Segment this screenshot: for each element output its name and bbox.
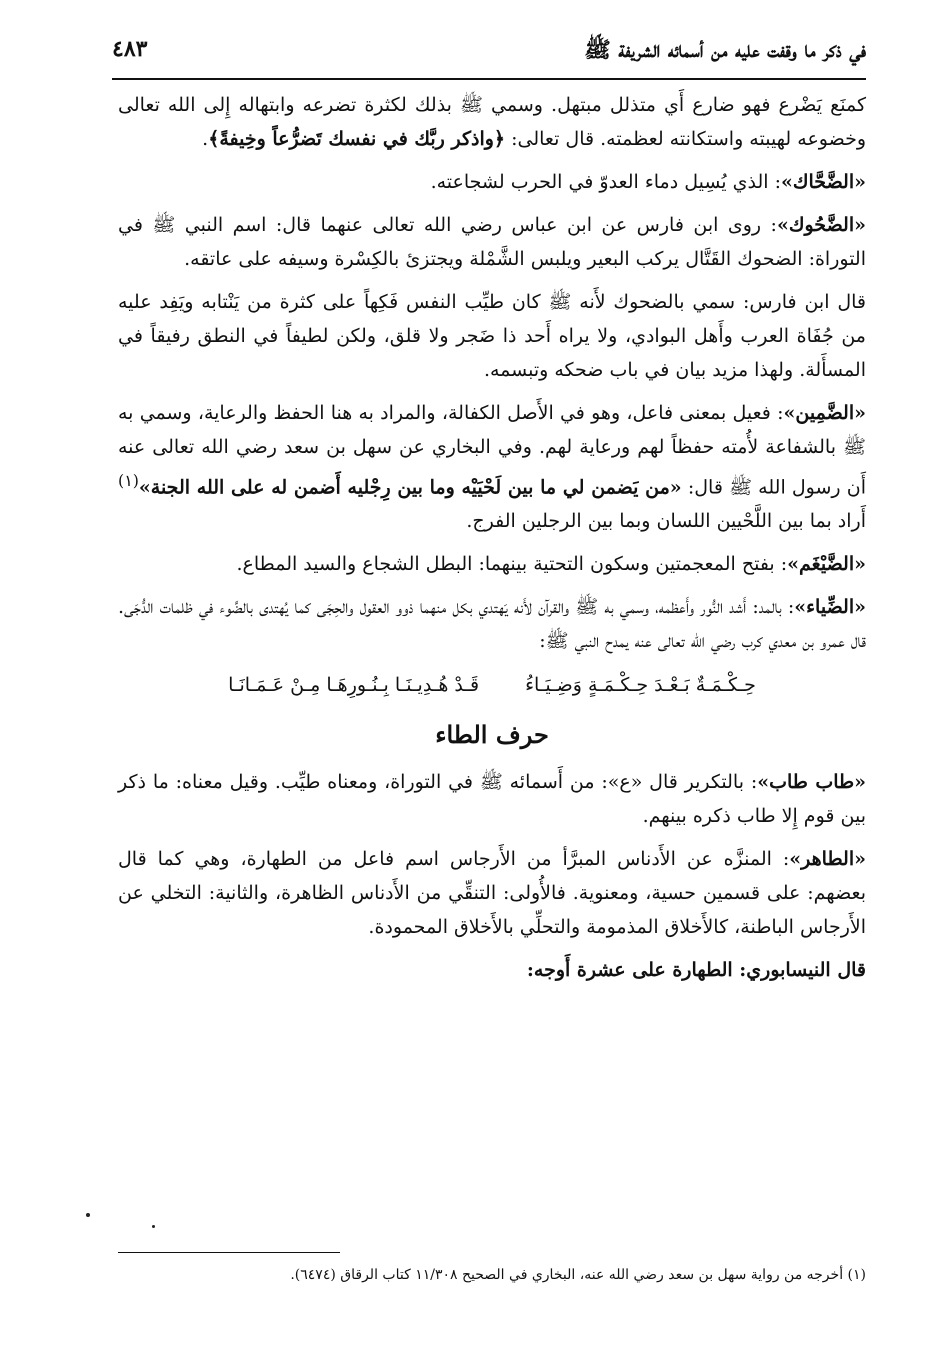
paragraph-tadarru bbox=[118, 88, 866, 156]
header-title: في ذكر ما وقفت عليه من أسمائه الشريفة ﷺ bbox=[584, 37, 866, 63]
header-rule bbox=[112, 78, 866, 80]
verse-hemistich-left: قَـدْ هُـدِيـنَـا بِـنُـورِهَـا مِـنْ عَـمَـانَـا bbox=[228, 674, 480, 697]
entry-term: «الضِّياء» bbox=[794, 596, 866, 619]
quran-quote: ﴿واذكر ربَّك في نفسك تَضرُّعاً وخِيفةً﴾ bbox=[208, 128, 506, 150]
paragraph-text: كمنَع يَضْرع فهو ضارع أَي متذلل مبتهل. وسمي ﷺ بذلك لكثرة تضرعه وابتهاله إِلى الله تعالى وخضوعه لهيبته واستكانته لعظمته. قال تعالى: bbox=[118, 94, 866, 150]
paragraph-text: : المنزَّه عن الأَدناس المبرَّأ من الأَرجاس اسم فاعل من الطهارة، وهي كما قال بعضهم: على قسمين حسية، ومعنوية. فالأُولى: التنقِّي من الأَدناس الظاهرة، والثانية: التخلي عن الأَرجاس الباطنة، كالأَخلاق المذمومة والتحلِّي بالأَخلاق المحمودة. bbox=[118, 848, 866, 939]
paragraph-daygham bbox=[118, 547, 866, 581]
paragraph-tail: أَراد بما بين اللَّحْيين اللسان وبما بين الرجلين الفرج. bbox=[466, 510, 866, 533]
entry-term: «الطاهر» bbox=[789, 848, 866, 871]
paragraph-text: : الذي يُسِيل دماء العدوّ في الحرب لشجاعته. bbox=[430, 171, 781, 193]
paragraph-text: : بالمد: أَشد النُّور وأَعظمه، وسمي به ﷺ والقرآن لأَنه يَهتدي بكل منهما ذوو العقول والحِجَى كما يُهتدى بالضَّوء في ظلمات الدُّجَى. قال عمرو بن معدي كرب رضي الله تعالى عنه يمدح النبي ﷺ: bbox=[118, 596, 866, 653]
entry-term: «طاب طاب» bbox=[757, 771, 867, 794]
entry-term: «الضَّمِين» bbox=[783, 402, 866, 424]
entry-term: «الضَّحُوك» bbox=[776, 214, 866, 236]
paragraph-diya bbox=[118, 590, 866, 658]
footnote: (١) أخرجه من رواية سهل بن سعد رضي الله عنه، البخاري في الصحيح ١١/٣٠٨ كتاب الرقاق (٦٤٧٤). bbox=[290, 1267, 866, 1283]
paragraph-text: : روى ابن فارس عن ابن عباس رضي الله تعالى عنهما قال: اسم النبي ﷺ في التوراة: الضحوك القَتَّال يركب البعير ويلبس الشَّمْلة ويجتزئ بالكِسْرة وسيفه على عاتقه. bbox=[118, 214, 866, 270]
paragraph-damin bbox=[118, 396, 866, 538]
paragraph-dahhak bbox=[118, 165, 866, 199]
scan-speck bbox=[152, 1225, 155, 1228]
scan-speck bbox=[86, 1213, 90, 1217]
running-header bbox=[112, 34, 866, 74]
section-heading: حرف الطاء bbox=[435, 720, 549, 750]
footnote-marker[interactable]: (١) bbox=[118, 471, 139, 490]
main-text bbox=[118, 88, 866, 996]
entry-term: «الضَّيْغَم» bbox=[787, 553, 866, 576]
paragraph-text: قال ابن فارس: سمي بالضحوك لأَنه ﷺ كان طيِّب النفس فَكِهاً على كثرة من يَنْتابه ويَفِد عليه من جُفَاة العرب وأَهل البوادي، ولا يراه أَحد ذا ضَجر ولا قلق، ولكن لطيفاً في النطق رفيقاً في المسأَلة. ولهذا مزيد بيان في باب ضحكه وتبسمه. bbox=[118, 291, 866, 381]
paragraph-text: : فعيل بمعنى فاعل، وهو في الأَصل الكفالة، والمراد به هنا الحفظ والرعاية، وسمي به ﷺ بالشفاعة لأُمته حفظاً لهم ورعاية لهم. وفي البخاري عن سهل بن سعد رضي الله تعالى عنه أَن رسول الله ﷺ قال: bbox=[118, 402, 866, 499]
paragraph-naysaburi bbox=[118, 953, 866, 987]
page-number: ٤٨٣ bbox=[112, 36, 148, 62]
paragraph-tahir bbox=[118, 842, 866, 944]
paragraph-text: : بالتكرير قال «ع»: من أَسمائه ﷺ في التوراة، ومعناه طيِّب. وقيل معناه: ما ذكر بين قوم إِلا طاب ذكره بينهم. bbox=[118, 771, 866, 828]
entry-term: «الضَّحَّاك» bbox=[780, 171, 866, 193]
verse-hemistich-right: حِـكْـمَـةٌ بَـعْـدَ حِـكْـمَـةٍ وَضِـيَـاءُ bbox=[525, 674, 756, 697]
paragraph-text: : بفتح المعجمتين وسكون التحتية بينهما: البطل الشجاع والسيد المطاع. bbox=[236, 553, 788, 576]
paragraph-dahuk bbox=[118, 208, 866, 276]
poetry-verse bbox=[118, 667, 866, 703]
paragraph-ibn-faris bbox=[118, 285, 866, 387]
entry-term: قال النيسابوري: الطهارة على عشرة أَوجه: bbox=[526, 959, 866, 982]
footnote-rule bbox=[118, 1252, 340, 1253]
hadith-quote: «من يَضمن لي ما بين لَحْيَيْه وما بين رِجْليه أَضمن له على الله الجنة» bbox=[138, 476, 682, 499]
paragraph-tail: . bbox=[202, 128, 209, 150]
paragraph-tab-tab bbox=[118, 765, 866, 833]
